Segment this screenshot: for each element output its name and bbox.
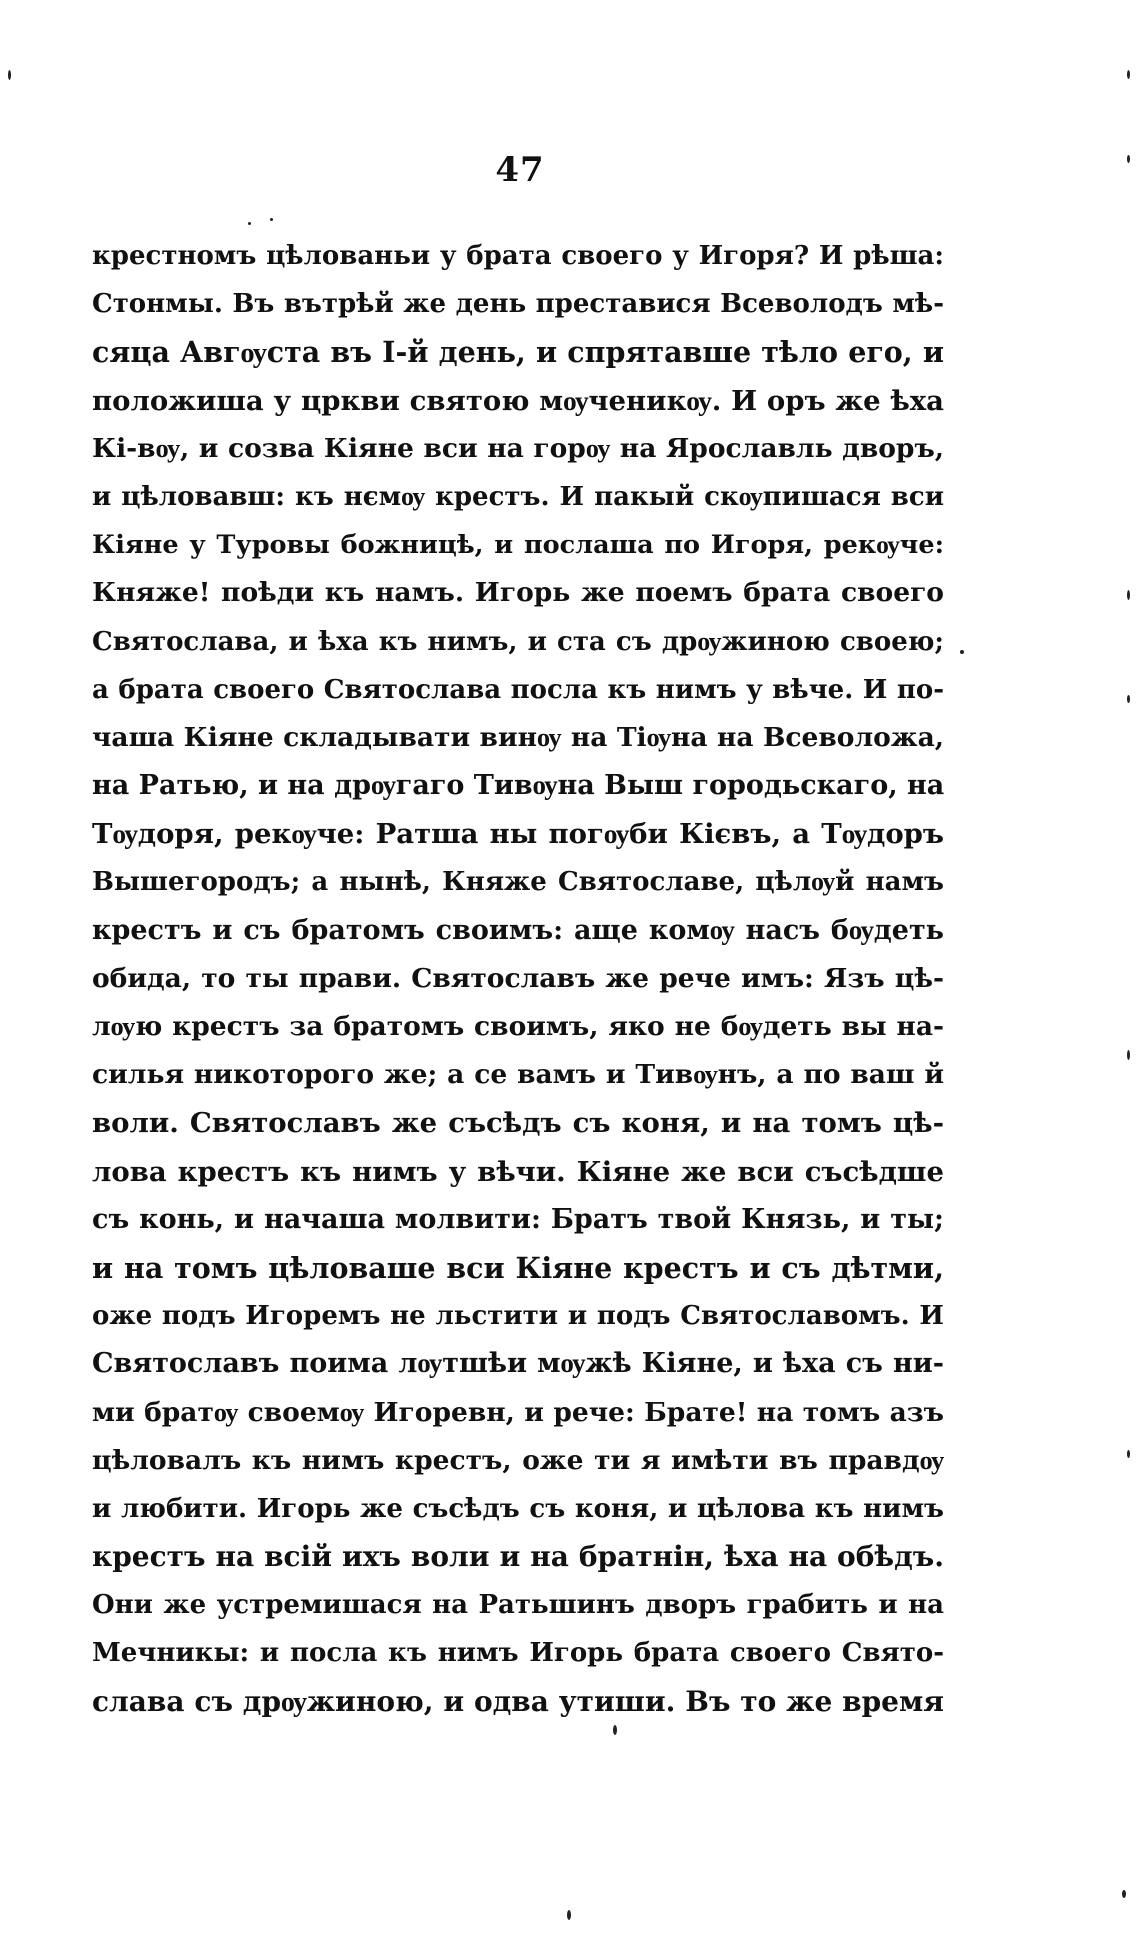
text-line: сяца Авгѹста въ I-й день, и спрятавше тѣло его, и — [92, 335, 944, 370]
text-line: крестъ на всій ихъ воли и на братнін, ѣха на обѣдъ. — [92, 1540, 944, 1574]
text-line: ми братѹ своемѹ Игоревн, и рече: Брате! на томъ азъ — [92, 1396, 944, 1428]
text-line: силья никоторого же; а се вамъ и Тивѹнъ, а по ваш й — [92, 1059, 944, 1091]
text-line: Тѹдоря, рекѹче: Ратша ны погѹби Кієвъ, а Тѹдоръ — [92, 818, 944, 851]
scan-speck — [270, 218, 273, 221]
text-line: Кіяне у Туровы божницѣ, и послаша по Игоря, рекѹче: — [92, 530, 944, 561]
scan-speck — [1127, 155, 1130, 163]
scan-speck — [1127, 70, 1130, 79]
text-line: слава съ дрѹжиною, и одва утиши. Въ то же время — [92, 1684, 944, 1718]
scan-speck — [567, 1910, 571, 1920]
scan-speck — [1122, 1890, 1126, 1898]
scan-speck — [1127, 1450, 1130, 1458]
text-line: Мечникы: и посла къ нимъ Игорь брата своего Свято- — [92, 1638, 944, 1669]
text-line: Стонмы. Въ вътрѣй же день преставися Всеволодъ мѣ- — [92, 289, 944, 320]
text-line: Кі-вѹ, и созва Кіяне вси на горѹ на Ярославль дворъ, — [92, 432, 944, 464]
text-line: крестномъ цѣлованьи у брата своего у Игоря? И рѣша: — [92, 241, 944, 271]
text-line: цѣловалъ къ нимъ крестъ, оже ти я имѣти въ правдѹ — [92, 1444, 944, 1476]
text-line: чаша Кіяне складывати винѹ на Тіѹна на Всеволожа, — [92, 721, 944, 753]
scan-speck — [8, 70, 11, 80]
text-line: крестъ и съ братомъ своимъ: аще комѹ насъ бѹдеть — [92, 914, 944, 946]
text-line: оже подъ Игоремъ не льстити и подъ Святославомъ. И — [92, 1301, 944, 1332]
scan-speck — [248, 222, 251, 225]
text-line: и любити. Игорь же съсѣдъ съ коня, и цѣлова къ нимъ — [92, 1493, 944, 1524]
text-line: Они же устремишася на Ратьшинъ дворъ грабить и на — [92, 1590, 944, 1621]
scan-speck — [613, 1725, 617, 1735]
text-line: съ конь, и начаша молвити: Братъ твой Князь, и ты; — [92, 1203, 944, 1235]
text-line: Вышегородъ; а нынѣ, Княже Святославе, цѣлѹй намъ — [92, 867, 944, 898]
scan-speck — [960, 650, 964, 654]
text-line: лова крестъ къ нимъ у вѣчи. Кіяне же вси съсѣдше — [92, 1155, 944, 1188]
body-text — [92, 232, 944, 1726]
text-line: Святослава, и ѣха къ нимъ, и ста съ дрѹжиною своею; — [92, 626, 944, 657]
text-line: и на томъ цѣловаше вси Кіяне крестъ и съ дѣтми, — [92, 1250, 944, 1285]
text-line: Святославъ поима лѹтшѣи мѹжѣ Кіяне, и ѣха съ ни- — [92, 1348, 944, 1380]
text-line: Княже! поѣди къ намъ. Игорь же поемъ брата своего — [92, 577, 944, 609]
text-line: на Ратью, и на дрѹгаго Тивѹна Выш городьскаго, на — [92, 770, 945, 802]
text-line: положиша у цркви святою мѹченикѹ. И оръ же ѣха — [92, 384, 944, 417]
text-line: обида, то ты прави. Святославъ же рече имъ: Язъ цѣ- — [92, 962, 944, 994]
text-line: и цѣловавш: къ нємѹ крестъ. И пакый скѹпишася вси — [92, 481, 944, 512]
text-line: а брата своего Святослава посла къ нимъ у вѣче. И по- — [92, 674, 944, 705]
page-number: 47 — [495, 150, 545, 190]
scan-speck — [1127, 695, 1130, 703]
scan-speck — [1127, 590, 1130, 600]
scan-speck — [1127, 1050, 1130, 1060]
text-line: лѹю крестъ за братомъ своимъ, яко не бѹдеть вы на- — [92, 1011, 944, 1042]
text-line: воли. Святославъ же съсѣдъ съ коня, и на томъ цѣ- — [92, 1107, 944, 1140]
